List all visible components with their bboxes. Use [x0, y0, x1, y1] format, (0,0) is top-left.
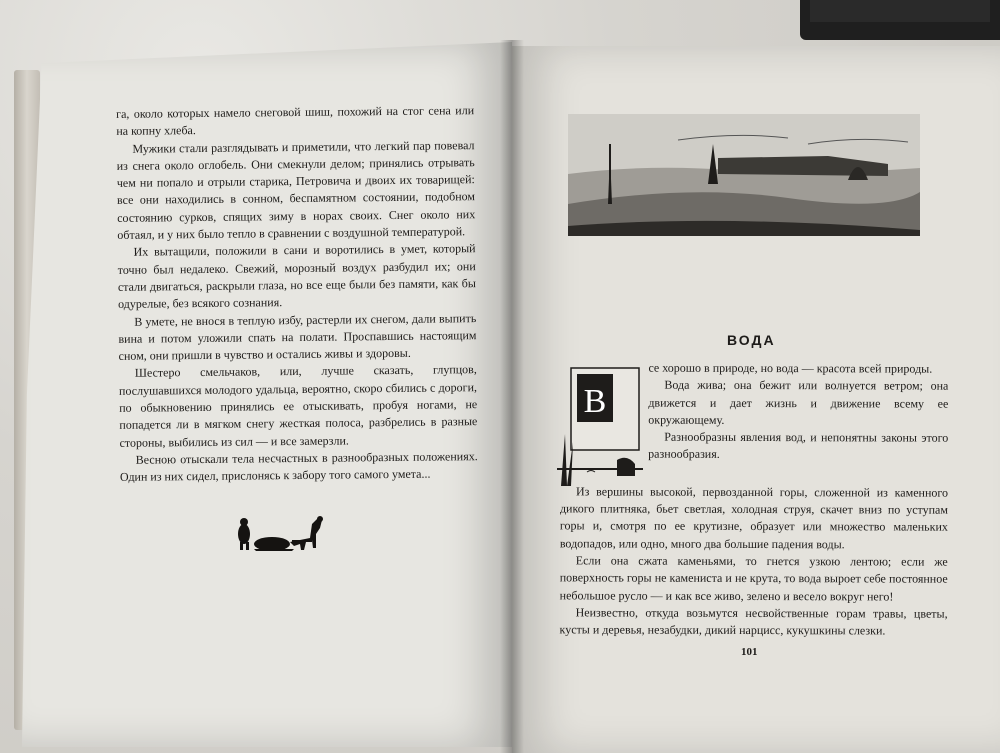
landscape-illustration [568, 114, 920, 236]
left-paragraph-5: Шестеро смельчаков, или, лучше сказать, глупцов, послушавшихся молодого удальца, вероятно, скоро сбились с дороги, по обыкновению принялись ее отыскивать, пробуя ногами, не попадется ли в мягком снегу жесткая полоса, разбрелись в разные стороны, выбились из сил — и все замерзли. [118, 362, 478, 450]
left-paragraph-2: Мужики стали разглядывать и приметили, что легкий пар повевал из снега около оглобель. Они смекнули делом; принялись отрывать чем ни попало и отрыли старика, Петровича и двоих их товарищей: все они находились в сонном, беспамятном состоянии, подобном состоянию сурков, спящих зиму в норах своих. Снег около них обтаял, и у них было тепло в сравнении с воздушной температурой. [116, 137, 476, 242]
right-page-text [560, 359, 949, 640]
drop-cap-block [648, 360, 948, 465]
right-first-paragraph: се хорошо в природе, но вода — красота всей природы. [648, 360, 933, 376]
drop-cap-letter: В [583, 383, 607, 420]
dark-device-top [810, 0, 990, 22]
right-paragraph-2: Если она сжата каменьями, то гнется узкою лентою; если же поверхность горы не камениста и не крута, то вода выроет себе постоянное небольшое русло — и как все живо, зелено и весело вокруг него! [559, 553, 948, 604]
left-paragraph-6: Весною отыскали тела несчастных в разнообразных положениях. Один из них сидел, прислонясь к забору того самого умета... [119, 449, 478, 485]
right-drop-paragraph-2: Разнообразны явления вод, и непонятны законы этого разнообразия. [648, 429, 949, 462]
left-paragraph-3: Их вытащили, положили в сани и воротились в умет, который точно был недалеко. Свежий, морозный воздух разбудил их; они стали двигаться, раскрыли глаза, но все еще были без памяти, как бы одурелые, без всякого сознания. [117, 241, 476, 312]
right-drop-paragraph-1: Вода жива; она бежит или волнуется ветром; она движется и дает жизнь и движение всему ее окружающему. [648, 377, 949, 427]
book-gutter [500, 40, 524, 753]
left-page-text [116, 102, 478, 486]
right-paragraph-3: Неизвестно, откуда возьмутся несвойственные горам травы, цветы, кусты и деревья, незабудки, дикий нарцисс, кукушкины слезки. [559, 605, 948, 638]
left-paragraph-1: га, около которых намело снеговой шиш, похожий на стог сена или на копну хлеба. [116, 103, 475, 139]
page-number: 101 [741, 646, 758, 658]
chapter-title: ВОДА [727, 332, 776, 348]
horse-sleigh-illustration [232, 504, 332, 554]
right-paragraph-1: Из вершины высокой, первозданной горы, сложенной из каменного дикого плитняка, бьет светлая, холодная струя, скачет вниз по уступам горы и, смотря по ее крутизне, образует или множество маленьких водопадов, или одно, много два большие падения воды. [559, 484, 949, 551]
left-paragraph-4: В умете, не внося в теплую избу, растерли их снегом, дали выпить вина и потом уложили спать на полати. Проспавшись настоящим сном, они пришли в чувство и остались живы и здоровы. [118, 310, 477, 364]
